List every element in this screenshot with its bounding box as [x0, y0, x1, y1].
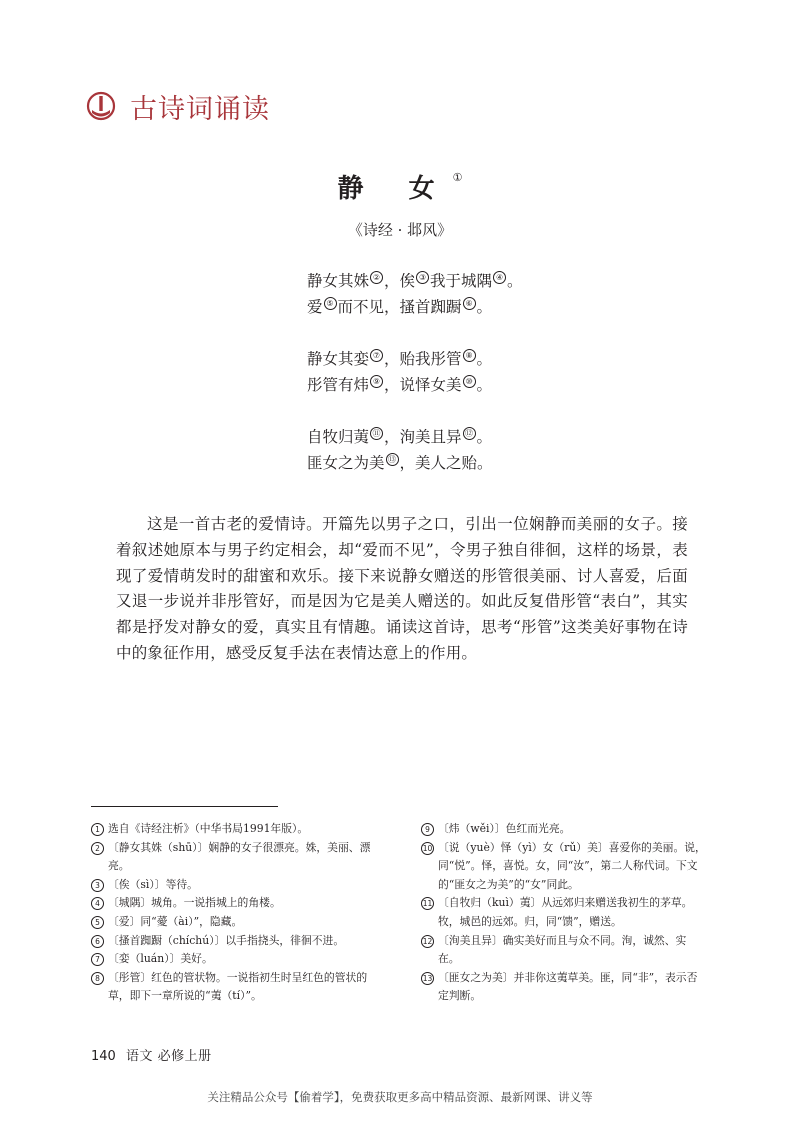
- footnote-number: 8: [91, 972, 104, 985]
- section-header: [86, 86, 270, 126]
- footnote-marker: ②: [370, 271, 383, 284]
- footnote-number-wrap: [421, 969, 438, 1006]
- footnote-number: 2: [91, 842, 104, 855]
- footnote-text: 〔静女其姝（shū）〕娴静的女子很漂亮。姝，美丽、漂亮。: [108, 840, 371, 873]
- poem-line: [307, 294, 523, 320]
- footnote-text: 〔洵美且异〕确实美好而且与众不同。洵，诚然、实在。: [438, 933, 687, 966]
- poem-text: 自牧归荑: [307, 428, 370, 446]
- poem-text: ，洵美且异: [384, 428, 462, 446]
- footnote: [91, 820, 386, 839]
- footnote-marker: ⑥: [463, 297, 476, 310]
- footnote-text: 〔俟（sì）〕等待。: [108, 877, 198, 891]
- footnote: [91, 894, 386, 913]
- footnote-number: 1: [91, 823, 104, 836]
- footnote: [421, 969, 706, 1006]
- poem-text: 爱: [307, 298, 323, 316]
- footnote: [421, 820, 706, 839]
- poem-line: [307, 450, 523, 476]
- footnote: [421, 932, 706, 969]
- poem-title-text: 静 女: [337, 174, 453, 204]
- poem-text: 。: [507, 272, 523, 290]
- footnote-number: 4: [91, 897, 104, 910]
- footnote-marker: ⑧: [463, 349, 476, 362]
- commentary: [116, 512, 688, 667]
- footnote-number: 13: [422, 973, 433, 983]
- footnote-number: 10: [422, 843, 433, 853]
- stanza-gap: [307, 320, 523, 346]
- footnote-marker: ⑩: [463, 375, 476, 388]
- footnote-marker: ⑤: [324, 297, 337, 310]
- poem-text: 静女其姝: [307, 272, 370, 290]
- poem-text: 。: [476, 350, 493, 368]
- footnote-divider: [91, 806, 278, 807]
- page-footer: [91, 1045, 212, 1064]
- footnote-marker: ⑦: [370, 349, 383, 362]
- footnote: [91, 876, 386, 895]
- poem-title: [0, 168, 800, 205]
- footnote-text: 选自《诗经注析》（中华书局1991年版）。: [108, 822, 309, 835]
- poem-text: 静女其娈: [307, 350, 370, 368]
- footnote-number-wrap: [91, 913, 108, 932]
- poem-text: 。: [476, 428, 493, 446]
- footnote-text: 〔匪女之为美〕并非你这荑草美。匪，同“非”，表示否定判断。: [438, 970, 698, 1003]
- stanza-gap: [307, 398, 523, 424]
- footnote: [91, 932, 386, 951]
- footnote-text: 〔搔首踟蹰（chíchú）〕以手指挠头，徘徊不进。: [108, 933, 345, 947]
- footnotes-left-column: [91, 820, 386, 1006]
- poem-source: 《诗经 · 邶风》: [347, 221, 453, 239]
- footnote-marker: ⑫: [463, 427, 476, 440]
- poem-line: [307, 424, 523, 450]
- footnote-number-wrap: [91, 876, 108, 895]
- poem-line: [307, 346, 523, 372]
- footnote-text: 〔娈（luán）〕美好。: [108, 952, 213, 966]
- poem-text: 我于城隅: [430, 272, 493, 290]
- footnote-text: 〔说（yuè）怿（yì）女（rǔ）美〕喜爱你的美丽。说，同“悦”。怿，喜悦。女，同“汝”，第二人称代词。下文的“匪女之为美”的“女”同此。: [438, 840, 706, 891]
- footnote-number: 12: [422, 936, 433, 946]
- poem-text: ，美人之贻。: [399, 454, 493, 472]
- footnote-number-wrap: [91, 839, 108, 876]
- footnote-number: 11: [422, 899, 433, 909]
- footnote-number-wrap: [91, 950, 108, 969]
- footnote-number-wrap: [421, 894, 438, 931]
- poem-text: 。: [476, 298, 493, 316]
- footnote-text: 〔炜（wěi）〕色红而光亮。: [438, 822, 571, 835]
- footnote-number: 9: [421, 823, 434, 836]
- footnote-marker: ④: [493, 271, 506, 284]
- footnote-number: 5: [91, 916, 104, 929]
- poem-body: [307, 268, 523, 476]
- footnotes-right-column: [421, 820, 706, 1006]
- reading-lamp-icon: [86, 91, 116, 121]
- poem-text: 匪女之为美: [307, 454, 385, 472]
- book-title: 语文 必修上册: [125, 1049, 212, 1064]
- poem-text: 。: [476, 376, 493, 394]
- footnote-marker: ⑪: [370, 427, 383, 440]
- poem-title-footnote-marker: ①: [452, 171, 463, 185]
- poem-text: ，说怿女美: [384, 376, 462, 394]
- footnote: [421, 839, 706, 895]
- footnote-text: 〔城隅〕城角。一说指城上的角楼。: [108, 896, 281, 910]
- footnote-number: 7: [91, 953, 104, 966]
- footnote-number-wrap: [91, 969, 108, 1006]
- footnote-number: 3: [91, 879, 104, 892]
- footnote-marker: ⑨: [370, 375, 383, 388]
- footnote-number-wrap: [91, 932, 108, 951]
- footnote: [91, 839, 386, 876]
- footnote: [421, 894, 706, 931]
- poem-text: ，贻我彤管: [384, 350, 462, 368]
- poem-line: [307, 268, 523, 294]
- footnote-number-wrap: [91, 894, 108, 913]
- footnote: [91, 913, 386, 932]
- promo-text: 关注精品公众号【偷着学】，免费获取更多高中精品资源、最新网课、讲义等: [207, 1090, 593, 1104]
- page-number: 140: [91, 1049, 116, 1064]
- section-title: 古诗词诵读: [130, 93, 270, 125]
- footnote-text: 〔彤管〕红色的管状物。一说指初生时呈红色的管状的草，即下一章所说的“荑（tí）”。: [108, 970, 368, 1003]
- poem-text: 彤管有炜: [307, 376, 370, 394]
- footnote-marker: ③: [416, 271, 429, 284]
- poem-text: ，俟: [384, 272, 416, 290]
- footnote-number-wrap: [421, 932, 438, 969]
- poem-text: 而不见，搔首踟蹰: [337, 298, 462, 316]
- commentary-paragraph: 这是一首古老的爱情诗。开篇先以男子之口，引出一位娴静而美丽的女子。接着叙述她原本与男子约定相会，却“爱而不见”，令男子独自徘徊，这样的场景，表现了爱情萌发时的甜蜜和欢乐。接下来说静女赠送的彤管很美丽、讨人喜爱，后面又退一步说并非彤管好，而是因为它是美人赠送的。如此反复借彤管“表白”，其实都是抒发对静女的爱，真实且有情趣。诵读这首诗，思考“彤管”这类美好事物在诗中的象征作用，感受反复手法在表情达意上的作用。: [116, 515, 688, 662]
- footnote-number-wrap: [91, 820, 108, 839]
- footnote-number-wrap: [421, 839, 438, 895]
- footnote: [91, 969, 386, 1006]
- footnote-marker: ⑬: [386, 453, 399, 466]
- footnote: [91, 950, 386, 969]
- footnote-number-wrap: [421, 820, 438, 839]
- poem-line: [307, 372, 523, 398]
- footnote-text: 〔自牧归（kuì）荑〕从远郊归来赠送我初生的茅草。牧，城邑的远郊。归，同“馈”，赠送。: [438, 896, 693, 928]
- footnote-number: 6: [91, 935, 104, 948]
- footnote-text: 〔爱〕同“薆（ài）”，隐藏。: [108, 914, 243, 928]
